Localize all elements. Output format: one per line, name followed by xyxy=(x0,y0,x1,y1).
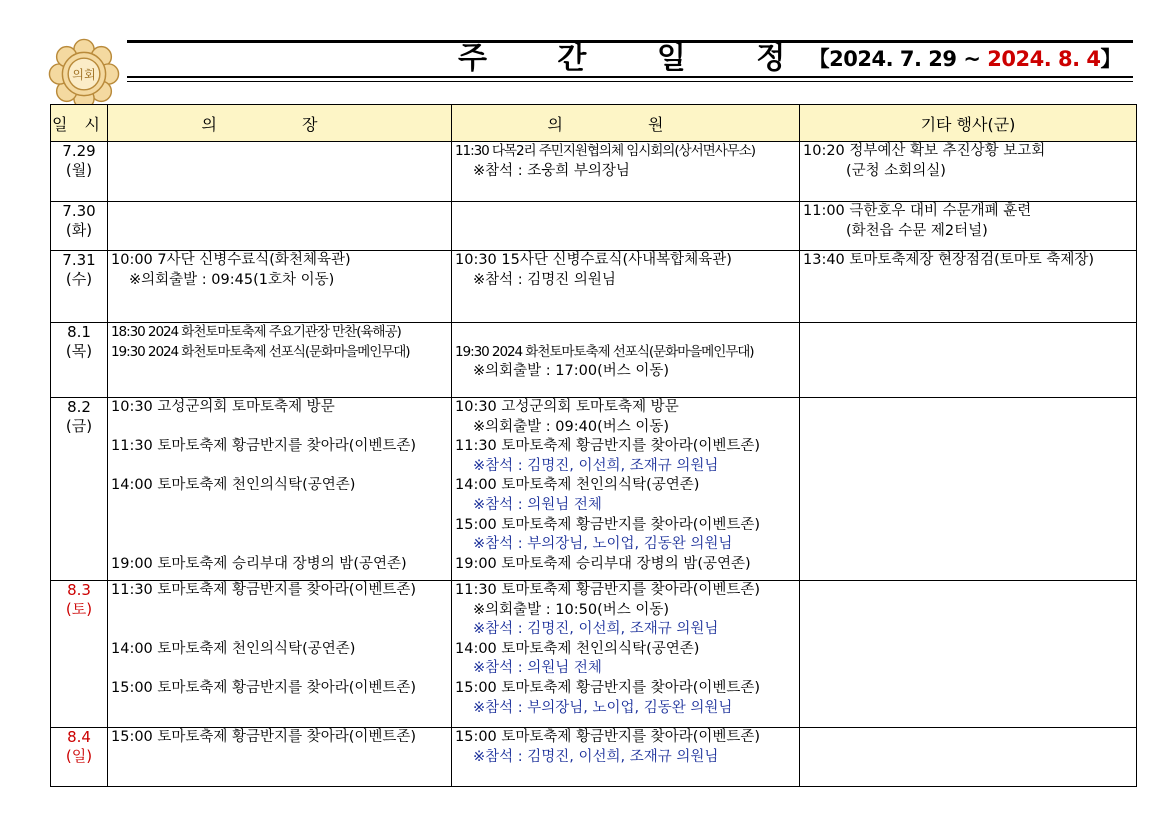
schedule-line: 11:30 토마토축제 황금반지를 찾아라(이벤트존) xyxy=(111,582,417,598)
header-chair: 의 장 xyxy=(108,105,452,142)
member-schedule-cell xyxy=(452,323,800,398)
chair-schedule-cell xyxy=(108,728,452,787)
member-schedule-cell xyxy=(452,202,800,251)
date-cell xyxy=(51,251,108,323)
date-range-close: 】 xyxy=(1100,47,1121,71)
chair-schedule-cell xyxy=(108,202,452,251)
schedule-line: 15:00 토마토축제 황금반지를 찾아라(이벤트존) xyxy=(111,729,417,745)
schedule-line: ※의회출발 : 10:50(버스 이동) xyxy=(473,601,670,618)
schedule-line: 10:00 7사단 신병수료식(화천체육관) xyxy=(111,252,351,268)
schedule-line: 15:00 토마토축제 황금반지를 찾아라(이벤트존) xyxy=(111,679,417,696)
schedule-line: 11:30 토마토축제 황금반지를 찾아라(이벤트존) xyxy=(455,582,761,598)
schedule-line xyxy=(111,659,451,679)
schedule-line xyxy=(111,516,451,536)
chair-schedule-cell xyxy=(108,323,452,398)
member-schedule-cell xyxy=(452,728,800,787)
schedule-line: 11:30 다목2리 주민지원협의체 임시회의(상서면사무소) xyxy=(455,143,755,159)
other-schedule-cell xyxy=(800,398,1137,581)
schedule-line: (군청 소회의실) xyxy=(846,162,946,179)
schedule-line: 11:30 토마토축제 황금반지를 찾아라(이벤트존) xyxy=(455,438,761,455)
schedule-line: 19:30 2024 화천토마토축제 선포식(문화마을메인무대) xyxy=(455,343,754,360)
schedule-line: ※참석 : 부의장님, 노이업, 김동완 의원님 xyxy=(473,699,733,716)
schedule-line xyxy=(111,496,451,516)
date-cell xyxy=(51,398,108,581)
schedule-line: ※참석 : 김명진 의원님 xyxy=(473,271,616,288)
schedule-line: ※참석 : 김명진, 이선희, 조재규 의원님 xyxy=(473,748,719,765)
schedule-line: 10:30 고성군의회 토마토축제 방문 xyxy=(111,399,335,415)
schedule-line xyxy=(111,535,451,555)
schedule-line: 19:00 토마토축제 승리부대 장병의 밤(공연존) xyxy=(455,555,751,572)
schedule-line: ※의회출발 : 09:40(버스 이동) xyxy=(473,418,670,435)
schedule-line: 15:00 토마토축제 황금반지를 찾아라(이벤트존) xyxy=(455,729,761,745)
schedule-row xyxy=(51,398,1137,581)
schedule-line: 14:00 토마토축제 천인의식탁(공연존) xyxy=(455,640,700,657)
schedule-line: 11:30 토마토축제 황금반지를 찾아라(이벤트존) xyxy=(111,438,417,455)
schedule-line: 14:00 토마토축제 천인의식탁(공연존) xyxy=(111,640,356,657)
page-title: 주 간 일 정 xyxy=(458,41,816,76)
emblem-text: 의회 xyxy=(72,68,96,83)
schedule-line: ※의회출발 : 09:45(1호차 이동) xyxy=(129,271,335,288)
schedule-line xyxy=(111,620,451,640)
schedule-line xyxy=(111,601,451,621)
schedule-line: 10:30 고성군의회 토마토축제 방문 xyxy=(455,399,679,415)
other-schedule-cell xyxy=(800,323,1137,398)
schedule-line: 13:40 토마토축제장 현장점검(토마토 축제장) xyxy=(803,252,1095,268)
schedule-line: 18:30 2024 화천토마토축제 주요기관장 만찬(육해공) xyxy=(111,324,401,340)
schedule-line: 19:30 2024 화천토마토축제 선포식(문화마을메인무대) xyxy=(111,343,410,360)
weekday: (금) xyxy=(65,417,93,435)
date-cell xyxy=(51,728,108,787)
other-schedule-cell xyxy=(800,728,1137,787)
chair-schedule-cell xyxy=(108,142,452,202)
schedule-line: (화천읍 수문 제2터널) xyxy=(846,222,988,239)
schedule-line: ※참석 : 의원님 전체 xyxy=(473,660,602,677)
schedule-line: 10:20 정부예산 확보 추진상황 보고회 xyxy=(803,143,1046,159)
date-range-end: 2024. 8. 4 xyxy=(987,47,1101,71)
date-value: 7.31 xyxy=(62,251,96,269)
other-schedule-cell xyxy=(800,251,1137,323)
schedule-line: 19:00 토마토축제 승리부대 장병의 밤(공연존) xyxy=(111,555,407,572)
date-value: 8.4 xyxy=(67,728,91,746)
schedule-line: 14:00 토마토축제 천인의식탁(공연존) xyxy=(455,477,700,494)
header-rule-bottom-thin xyxy=(127,81,1133,82)
schedule-row xyxy=(51,323,1137,398)
date-value: 7.29 xyxy=(62,142,96,160)
schedule-row xyxy=(51,202,1137,251)
date-value: 8.2 xyxy=(67,398,91,416)
schedule-line xyxy=(111,418,451,438)
member-schedule-cell xyxy=(452,251,800,323)
date-cell xyxy=(51,202,108,251)
chair-schedule-cell xyxy=(108,581,452,728)
other-schedule-cell xyxy=(800,581,1137,728)
header-other: 기타 행사(군) xyxy=(800,105,1137,142)
date-value: 7.30 xyxy=(62,202,96,220)
header-date: 일 시 xyxy=(51,105,108,142)
weekday: (수) xyxy=(65,270,93,288)
schedule-line: ※참석 : 김명진, 이선희, 조재규 의원님 xyxy=(473,457,719,474)
schedule-line: ※의회출발 : 17:00(버스 이동) xyxy=(473,363,670,380)
schedule-row xyxy=(51,581,1137,728)
schedule-row xyxy=(51,251,1137,323)
member-schedule-cell xyxy=(452,581,800,728)
schedule-line: ※참석 : 김명진, 이선희, 조재규 의원님 xyxy=(473,621,719,638)
weekday: (토) xyxy=(65,600,93,618)
date-cell xyxy=(51,323,108,398)
schedule-line: ※참석 : 부의장님, 노이업, 김동완 의원님 xyxy=(473,536,733,553)
schedule-row xyxy=(51,728,1137,787)
other-schedule-cell xyxy=(800,142,1137,202)
schedule-line: ※참석 : 의원님 전체 xyxy=(473,496,602,513)
chair-schedule-cell xyxy=(108,398,452,581)
schedule-line: 10:30 15사단 신병수료식(사내복합체육관) xyxy=(455,252,732,268)
weekly-schedule-table xyxy=(50,104,1137,787)
schedule-row xyxy=(51,142,1137,202)
member-schedule-cell xyxy=(452,398,800,581)
schedule-line: 11:00 극한호우 대비 수문개폐 훈련 xyxy=(803,203,1032,219)
header-member: 의 원 xyxy=(452,105,800,142)
schedule-line: 14:00 토마토축제 천인의식탁(공연존) xyxy=(111,477,356,494)
table-header-row xyxy=(51,105,1137,142)
schedule-line xyxy=(111,457,451,477)
date-range-start: 【2024. 7. 29 ~ xyxy=(808,47,988,71)
chair-schedule-cell xyxy=(108,251,452,323)
weekday: (목) xyxy=(65,342,93,360)
date-value: 8.1 xyxy=(67,323,91,341)
member-schedule-cell xyxy=(452,142,800,202)
schedule-line: ※참석 : 조웅희 부의장님 xyxy=(473,162,630,179)
date-cell xyxy=(51,142,108,202)
weekday: (월) xyxy=(65,161,93,179)
council-emblem xyxy=(48,38,120,110)
date-range xyxy=(809,44,1121,74)
date-value: 8.3 xyxy=(67,581,91,599)
weekday: (일) xyxy=(65,747,93,765)
schedule-line: 15:00 토마토축제 황금반지를 찾아라(이벤트존) xyxy=(455,516,761,533)
other-schedule-cell xyxy=(800,202,1137,251)
date-cell xyxy=(51,581,108,728)
schedule-line: 15:00 토마토축제 황금반지를 찾아라(이벤트존) xyxy=(455,679,761,696)
weekday: (화) xyxy=(65,221,93,239)
schedule-line xyxy=(455,323,799,343)
